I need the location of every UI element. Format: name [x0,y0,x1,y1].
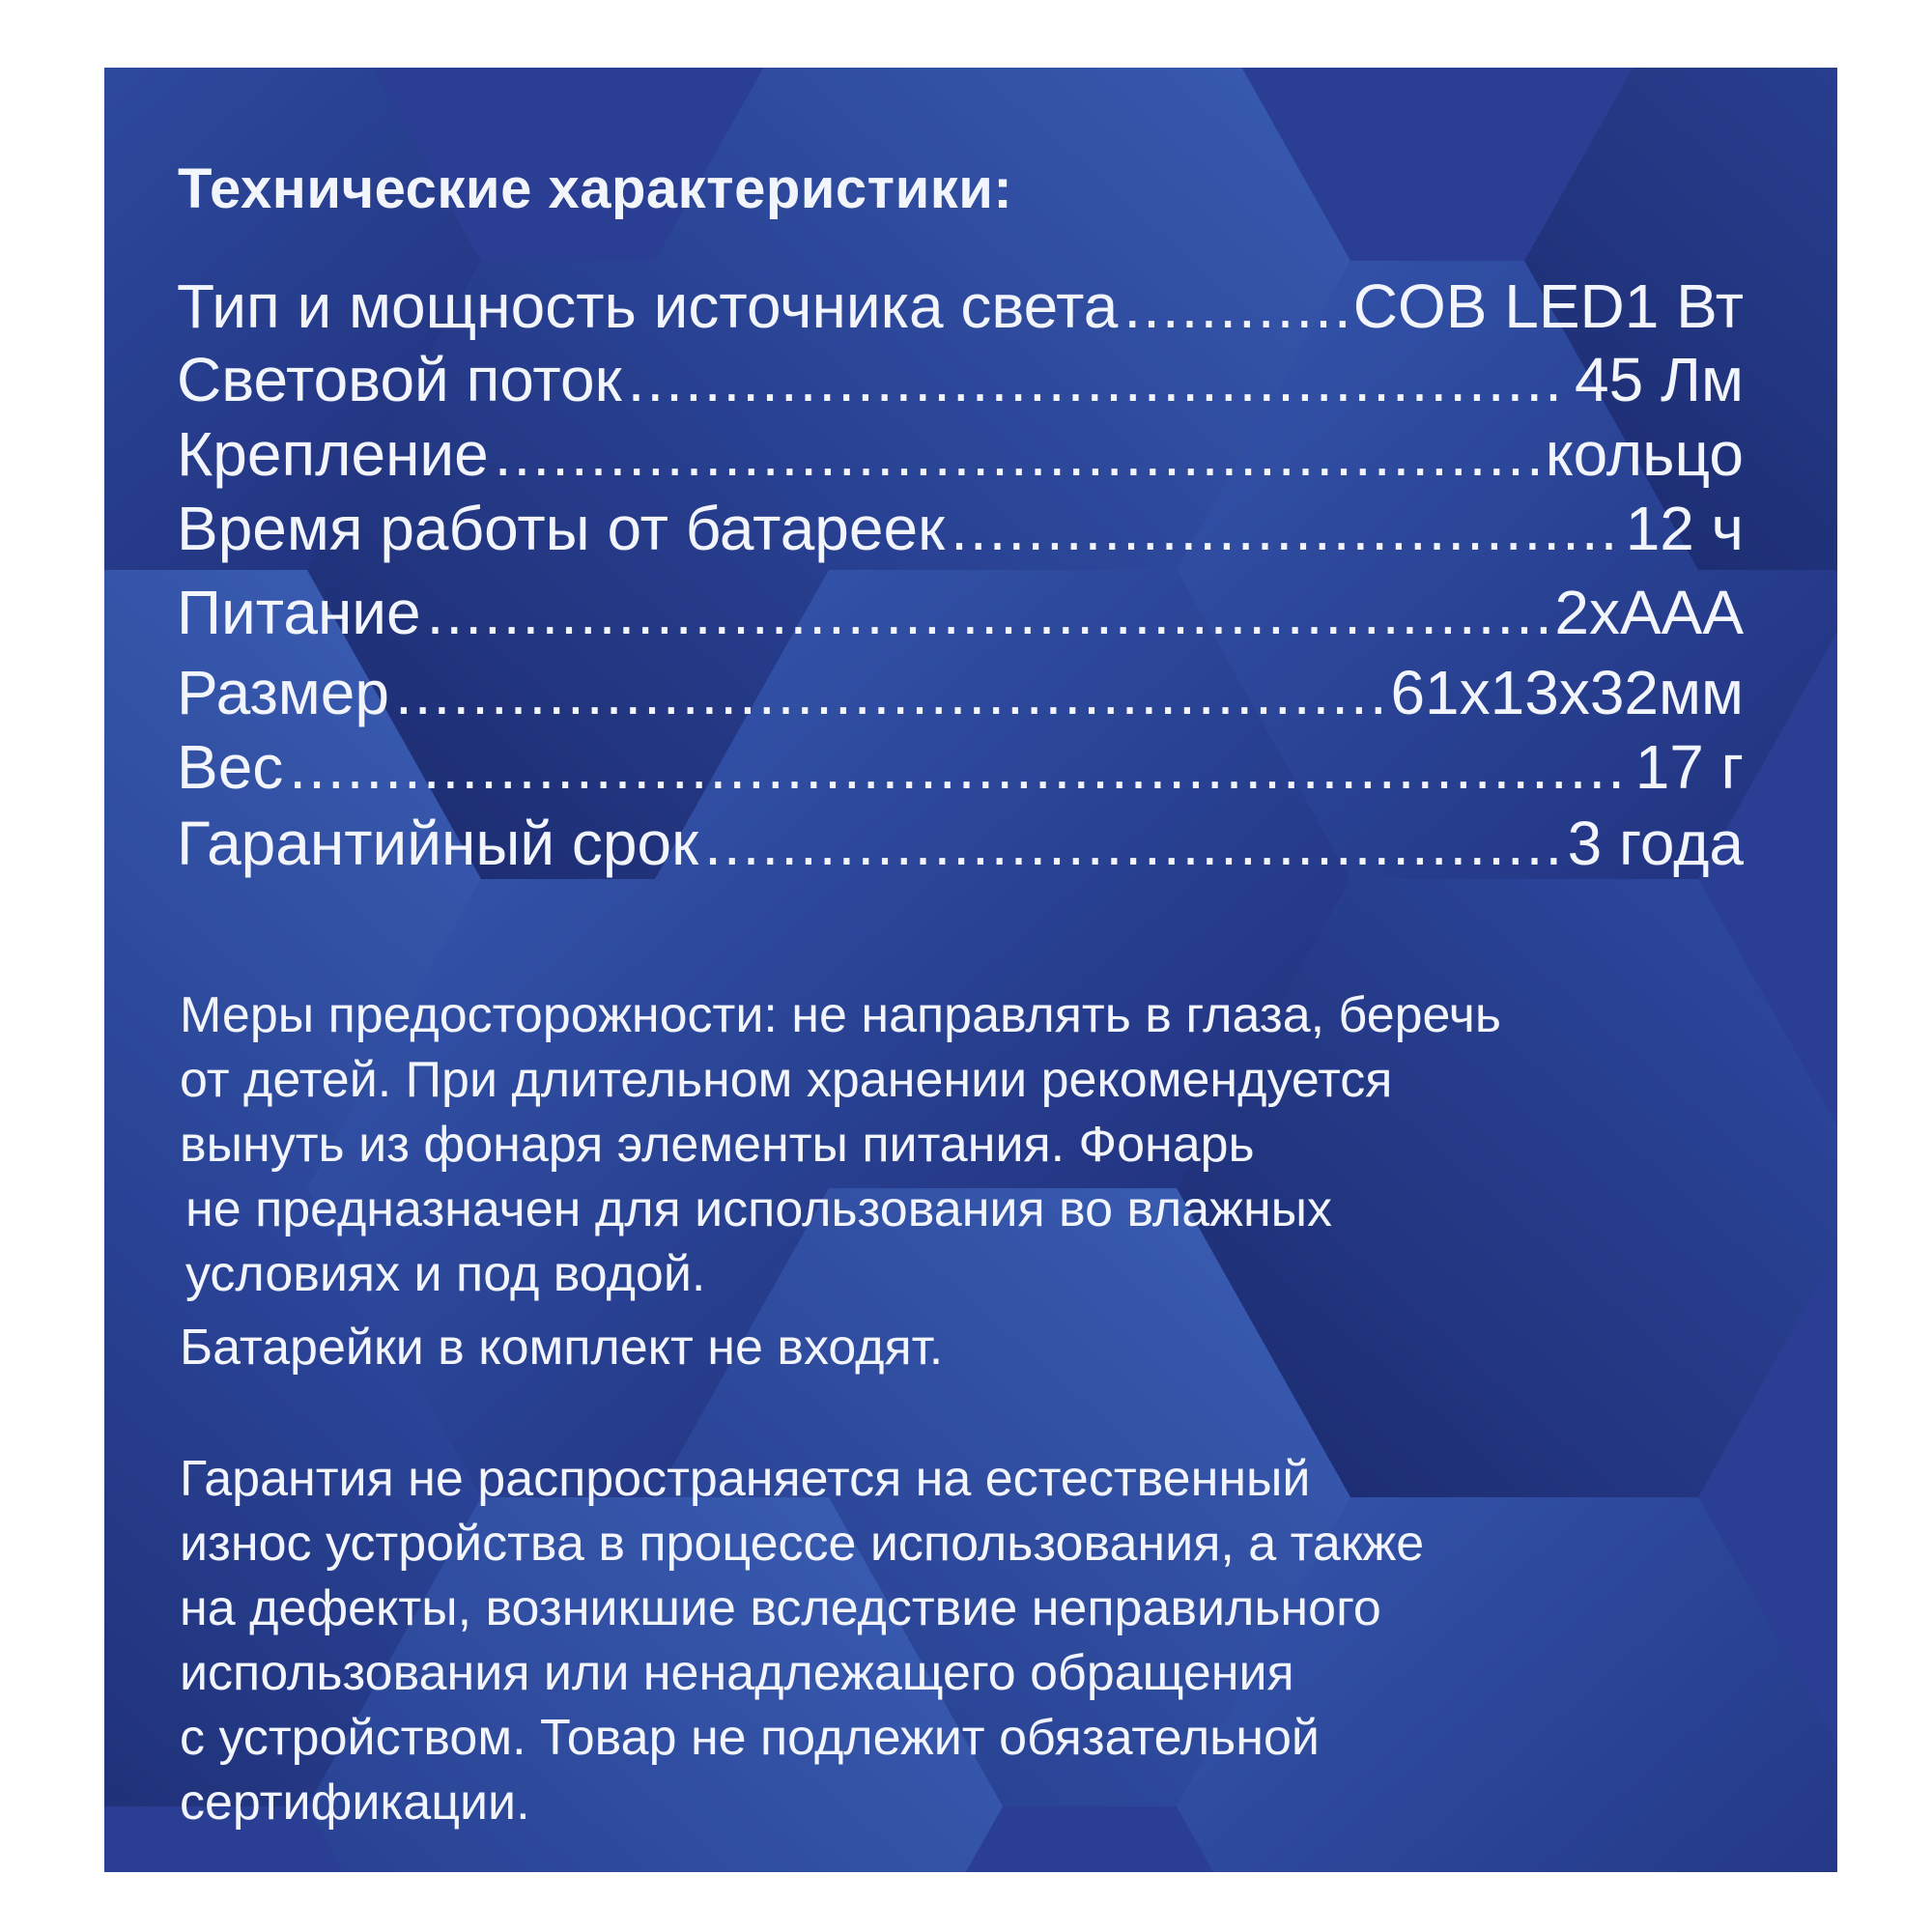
text-line: износ устройства в процессе использования, а также [180,1516,1425,1572]
spec-value: 3 года [1567,809,1744,878]
dot-leader [395,657,1384,728]
spec-value: COB LED1 Вт [1352,271,1744,341]
spec-value: 61х13х32мм [1390,658,1744,727]
dot-leader [427,577,1549,648]
spec-value: 2хААА [1554,578,1744,647]
batteries-note [180,1316,943,1380]
spec-label: Вес [177,732,284,802]
spec-label: Питание [177,578,421,647]
spec-row-mount [177,418,1744,490]
spec-label: Время работы от батареек [177,494,946,563]
warranty-text [180,1447,1424,1835]
spec-row-size [177,657,1744,728]
spec-row-warranty-term [177,808,1744,879]
text-line: вынуть из фонаря элементы питания. Фонарь [180,1117,1255,1173]
text-line: с устройством. Товар не подлежит обязательной [180,1710,1320,1766]
spec-row-light-source [177,270,1744,342]
spec-value: 45 Лм [1575,345,1744,414]
text-line: на дефекты, возникшие вследствие неправильного [180,1580,1381,1636]
text-line: не предназначен для использования во влажных [185,1181,1333,1237]
dot-leader [289,731,1629,803]
spec-label: Крепление [177,419,489,489]
text-line: от детей. При длительном хранении рекомендуется [180,1052,1393,1108]
text-line: условиях и под водой. [185,1246,706,1302]
spec-row-run-time [177,493,1744,564]
spec-value: 17 г [1634,732,1744,802]
spec-label: Размер [177,658,389,727]
text-line: использования или ненадлежащего обращения [180,1645,1294,1701]
spec-value: кольцо [1545,419,1744,489]
spec-panel [104,68,1837,1872]
dot-leader [628,344,1569,415]
spec-value: 12 ч [1625,494,1744,563]
dot-leader [1123,270,1347,342]
precautions-text [180,983,1501,1307]
spec-row-luminous-flux [177,344,1744,415]
specs-heading: Технические характеристики: [178,157,1013,220]
text-line: Батарейки в комплект не входят. [180,1320,944,1376]
text-line: Гарантия не распространяется на естественный [180,1451,1311,1507]
text-line: сертификации. [180,1775,530,1831]
spec-row-weight [177,731,1744,803]
text-line: Меры предосторожности: не направлять в глаза, беречь [180,987,1501,1043]
dot-leader [704,808,1562,879]
spec-label: Гарантийный срок [177,809,699,878]
spec-label: Тип и мощность источника света [177,271,1119,341]
spec-label: Световой поток [177,345,622,414]
dot-leader [951,493,1620,564]
dot-leader [495,418,1540,490]
spec-row-power [177,577,1744,648]
